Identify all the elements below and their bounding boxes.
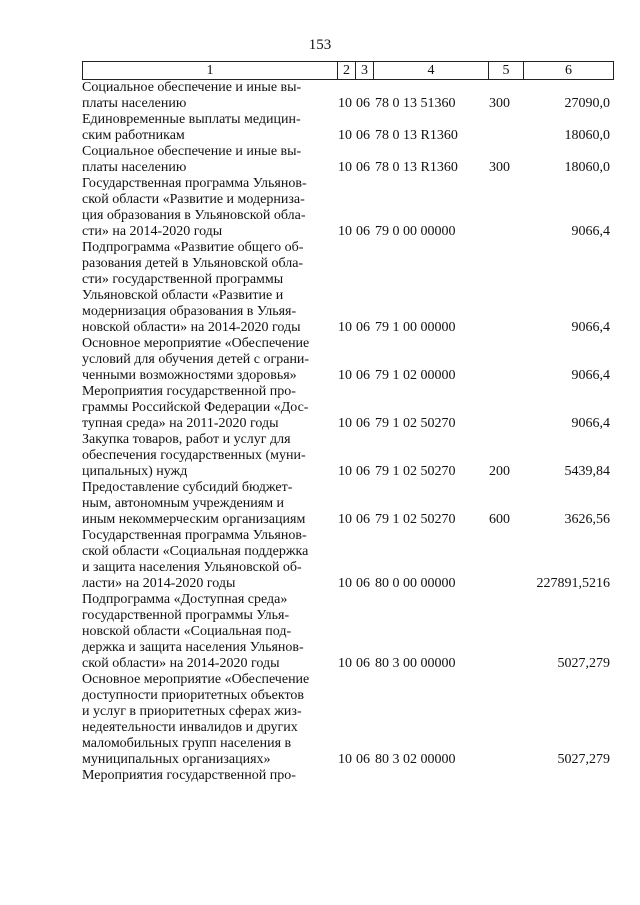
description-line: Государственная программа Ульянов- [82,176,307,191]
description-line: ция образования в Ульяновской обла- [82,208,306,223]
table-row [82,672,612,768]
subsection-code: 06 [356,96,370,111]
header-col-2: 2 [338,62,356,80]
amount: 9066,4 [571,368,610,383]
description-line: новской области» на 2014-2020 годы [82,320,301,335]
expense-type-code: 200 [489,464,510,479]
amount: 9066,4 [571,416,610,431]
description-line: Социальное обеспечение и иные вы- [82,80,302,95]
row-description [82,384,336,432]
section-code: 10 [338,320,352,335]
header-col-1: 1 [83,62,338,80]
row-description [82,240,336,336]
section-code: 10 [338,576,352,591]
section-code: 10 [338,160,352,175]
subsection-code: 06 [356,224,370,239]
section-code: 10 [338,416,352,431]
subsection-code: 06 [356,464,370,479]
description-line: Государственная программа Ульянов- [82,528,307,543]
table-row [82,384,612,432]
description-line: Социальное обеспечение и иные вы- [82,144,302,159]
header-col-4: 4 [374,62,489,80]
description-line: ласти» на 2014-2020 годы [82,576,236,591]
subsection-code: 06 [356,368,370,383]
description-line: условий для обучения детей с ограни- [82,352,310,367]
description-line: Основное мероприятие «Обеспечение [82,336,310,351]
section-code: 10 [338,128,352,143]
subsection-code: 06 [356,656,370,671]
amount: 18060,0 [564,128,610,143]
amount: 5439,84 [564,464,610,479]
row-description [82,592,336,672]
description-line: Подпрограмма «Развитие общего об- [82,240,304,255]
row-description [82,432,336,480]
expense-type-code: 300 [489,96,510,111]
description-line: Основное мероприятие «Обеспечение [82,672,310,687]
section-code: 10 [338,96,352,111]
row-description [82,176,336,240]
header-col-3: 3 [356,62,374,80]
target-article-code: 78 0 13 51360 [375,96,456,111]
subsection-code: 06 [356,512,370,527]
row-description [82,112,336,144]
row-description [82,144,336,176]
description-line: иным некоммерческим организациям [82,512,306,527]
table-row [82,432,612,480]
target-article-code: 80 0 00 00000 [375,576,456,591]
table-row [82,112,612,144]
budget-table-body [82,80,612,784]
section-code: 10 [338,224,352,239]
description-line: государственной программы Улья- [82,608,290,623]
amount: 5027,279 [557,656,610,671]
subsection-code: 06 [356,128,370,143]
amount: 5027,279 [557,752,610,767]
amount: 27090,0 [564,96,610,111]
table-row [82,480,612,528]
description-line: Предоставление субсидий бюджет- [82,480,293,495]
description-line: доступности приоритетных объектов [82,688,304,703]
description-line: Мероприятия государственной про- [82,768,296,783]
table-row [82,592,612,672]
description-line: ченными возможностями здоровья» [82,368,297,383]
description-line: разования детей в Ульяновской обла- [82,256,304,271]
subsection-code: 06 [356,320,370,335]
amount: 227891,5216 [536,576,610,591]
section-code: 10 [338,656,352,671]
description-line: Единовременные выплаты медицин- [82,112,301,127]
header-col-6: 6 [524,62,614,80]
subsection-code: 06 [356,416,370,431]
table-row [82,336,612,384]
target-article-code: 79 1 02 00000 [375,368,456,383]
header-col-5: 5 [489,62,524,80]
target-article-code: 79 1 02 50270 [375,416,456,431]
description-line: муниципальных организациях» [82,752,271,767]
subsection-code: 06 [356,160,370,175]
section-code: 10 [338,752,352,767]
description-line: и услуг в приоритетных сферах жиз- [82,704,302,719]
description-line: ской области «Развитие и модерниза- [82,192,305,207]
section-code: 10 [338,464,352,479]
subsection-code: 06 [356,576,370,591]
table-row [82,768,612,784]
expense-type-code: 600 [489,512,510,527]
description-line: модернизация образования в Ульяя- [82,304,297,319]
description-line: Мероприятия государственной про- [82,384,296,399]
description-line: держка и защита населения Ульянов- [82,640,304,655]
target-article-code: 79 1 02 50270 [375,512,456,527]
description-line: платы населению [82,160,187,175]
table-row [82,176,612,240]
description-line: Ульяновской области «Развитие и [82,288,284,303]
row-description [82,336,336,384]
expense-type-code: 300 [489,160,510,175]
row-description [82,480,336,528]
description-line: платы населению [82,96,187,111]
target-article-code: 80 3 02 00000 [375,752,456,767]
description-line: новской области «Социальная под- [82,624,292,639]
page-number: 153 [308,37,332,53]
description-line: Подпрограмма «Доступная среда» [82,592,288,607]
amount: 18060,0 [564,160,610,175]
row-description [82,672,336,768]
subsection-code: 06 [356,752,370,767]
target-article-code: 79 1 02 50270 [375,464,456,479]
description-line: недеятельности инвалидов и других [82,720,298,735]
description-line: ским работникам [82,128,185,143]
target-article-code: 78 0 13 R1360 [375,160,458,175]
description-line: сти» на 2014-2020 годы [82,224,223,239]
description-line: сти» государственной программы [82,272,284,287]
column-header-table [82,61,614,80]
target-article-code: 79 1 00 00000 [375,320,456,335]
description-line: ской области «Социальная поддержка [82,544,309,559]
table-row [82,240,612,336]
description-line: маломобильных групп населения в [82,736,292,751]
amount: 9066,4 [571,224,610,239]
table-row [82,144,612,176]
description-line: ципальных) нужд [82,464,188,479]
section-code: 10 [338,512,352,527]
row-description [82,528,336,592]
target-article-code: 79 0 00 00000 [375,224,456,239]
description-line: ской области» на 2014-2020 годы [82,656,280,671]
row-description [82,768,336,784]
description-line: обеспечения государственных (муни- [82,448,306,463]
amount: 3626,56 [564,512,610,527]
table-row [82,528,612,592]
description-line: и защита населения Ульяновской об- [82,560,302,575]
amount: 9066,4 [571,320,610,335]
table-row [82,80,612,112]
description-line: ным, автономным учреждениям и [82,496,285,511]
row-description [82,80,336,112]
description-line: Закупка товаров, работ и услуг для [82,432,291,447]
description-line: тупная среда» на 2011-2020 годы [82,416,279,431]
target-article-code: 80 3 00 00000 [375,656,456,671]
description-line: граммы Российской Федерации «Дос- [82,400,309,415]
target-article-code: 78 0 13 R1360 [375,128,458,143]
section-code: 10 [338,368,352,383]
